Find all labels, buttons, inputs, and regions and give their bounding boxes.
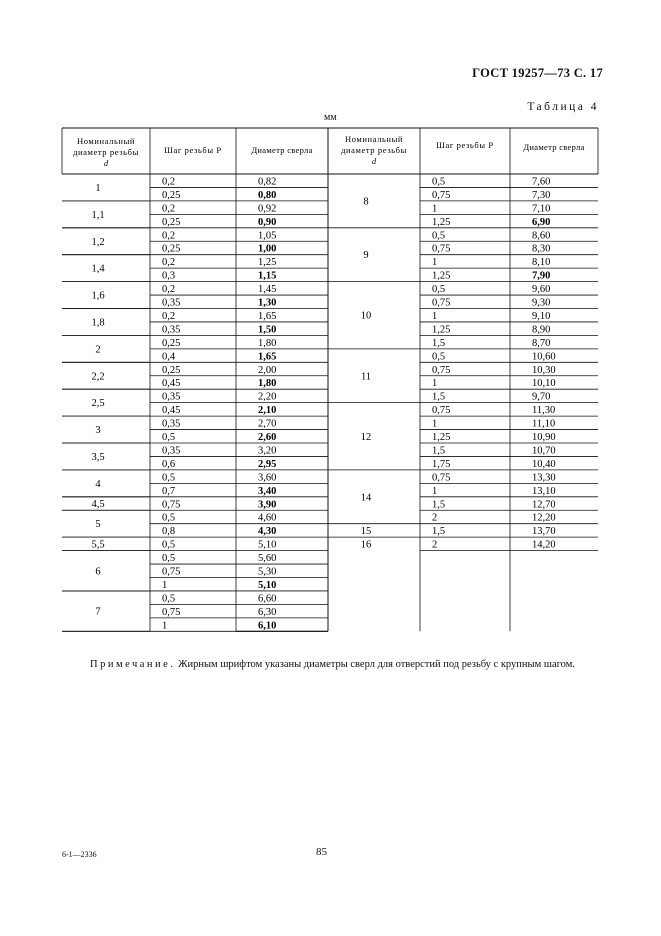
nominal-diameter-cell: 8 xyxy=(363,196,369,208)
pitch-cell: 1 xyxy=(432,418,438,430)
pitch-cell: 1,25 xyxy=(432,432,451,443)
drill-diameter-cell: 6,30 xyxy=(258,606,277,618)
header-pitch: Шаг резьбы P xyxy=(164,145,222,155)
drill-diameter-cell: 12,70 xyxy=(532,499,556,511)
pitch-cell: 1,75 xyxy=(432,458,451,470)
drill-diameter-cell: 11,10 xyxy=(532,418,556,430)
nominal-diameter-cell: 10 xyxy=(360,310,372,322)
drill-diameter-cell: 13,30 xyxy=(532,472,556,484)
drill-diameter-cell: 10,10 xyxy=(532,378,556,390)
nominal-diameter-cell: 9 xyxy=(363,250,369,262)
header-nominal-d: d xyxy=(371,156,377,166)
pitch-cell: 1,25 xyxy=(432,270,451,282)
nominal-diameter-cell: 2,5 xyxy=(91,398,105,410)
pitch-cell: 0,75 xyxy=(162,566,181,578)
nominal-diameter-cell: 1 xyxy=(95,182,101,194)
pitch-cell: 0,2 xyxy=(162,257,176,269)
drill-diameter-cell: 2,20 xyxy=(258,391,277,403)
drill-diameter-cell: 3,90 xyxy=(258,499,277,511)
drill-diameter-cell: 5,60 xyxy=(258,553,277,565)
drill-diameter-cell: 1,05 xyxy=(258,230,277,242)
nominal-diameter-cell: 16 xyxy=(360,539,372,551)
pitch-cell: 0,75 xyxy=(432,243,451,255)
pitch-cell: 0,25 xyxy=(162,189,181,201)
drill-diameter-cell: 8,30 xyxy=(532,243,551,255)
drill-diameter-cell: 5,30 xyxy=(258,566,277,578)
drill-diameter-cell: 5,10 xyxy=(258,579,277,591)
drill-diameter-cell: 2,95 xyxy=(258,458,277,470)
drill-diameter-cell: 8,60 xyxy=(532,230,551,242)
drill-diameter-cell: 1,30 xyxy=(258,297,277,309)
nominal-diameter-cell: 5 xyxy=(95,519,101,531)
nominal-diameter-cell: 1,6 xyxy=(91,290,105,302)
pitch-cell: 0,2 xyxy=(162,310,176,322)
pitch-cell: 0,45 xyxy=(162,378,181,390)
header-drill: Диаметр сверла xyxy=(523,142,585,152)
pitch-cell: 0,2 xyxy=(162,176,176,188)
nominal-diameter-cell: 5,5 xyxy=(91,539,105,551)
drill-diameter-cell: 9,30 xyxy=(532,297,551,309)
drill-diameter-cell: 6,10 xyxy=(258,620,277,632)
drill-diameter-cell: 0,90 xyxy=(258,216,277,228)
nominal-diameter-cell: 7 xyxy=(95,606,101,618)
pitch-cell: 0,2 xyxy=(162,203,176,215)
drill-diameter-cell: 4,60 xyxy=(258,512,277,524)
pitch-cell: 0,35 xyxy=(162,445,181,457)
pitch-cell: 0,2 xyxy=(162,284,176,296)
pitch-cell: 0,5 xyxy=(162,593,176,605)
pitch-cell: 0,75 xyxy=(162,499,181,511)
header-nominal: Номинальный xyxy=(344,134,404,144)
drill-diameter-cell: 5,10 xyxy=(258,539,277,551)
drill-diameter-cell: 4,30 xyxy=(258,526,277,538)
drill-diameter-cell: 11,30 xyxy=(532,405,556,417)
print-code: 6-1—2336 xyxy=(62,850,97,859)
drill-diameter-cell: 9,60 xyxy=(532,284,551,296)
pitch-cell: 1 xyxy=(432,203,438,215)
nominal-diameter-cell: 1,4 xyxy=(91,263,105,275)
pitch-cell: 0,5 xyxy=(432,284,446,296)
nominal-diameter-cell: 14 xyxy=(360,492,372,504)
drill-diameter-cell: 8,90 xyxy=(532,324,551,336)
note-label: Примечание. xyxy=(90,659,176,670)
header-drill: Диаметр сверла xyxy=(251,145,313,155)
pitch-cell: 0,35 xyxy=(162,324,181,336)
nominal-diameter-cell: 1,8 xyxy=(91,317,105,329)
drill-diameter-cell: 1,25 xyxy=(258,257,277,269)
drill-diameter-cell: 9,70 xyxy=(532,391,551,403)
drill-diameter-cell: 3,40 xyxy=(258,485,277,497)
pitch-cell: 0,5 xyxy=(162,432,176,443)
nominal-diameter-cell: 3,5 xyxy=(91,451,105,463)
drill-diameter-cell: 9,10 xyxy=(532,310,551,322)
page-number: 85 xyxy=(316,846,327,858)
nominal-diameter-cell: 2 xyxy=(95,344,101,356)
pitch-cell: 0,75 xyxy=(432,472,451,484)
pitch-cell: 1 xyxy=(432,257,438,269)
drill-diameter-cell: 7,30 xyxy=(532,189,551,201)
nominal-diameter-cell: 15 xyxy=(360,525,372,537)
pitch-cell: 0,7 xyxy=(162,485,176,497)
drill-diameter-cell: 1,65 xyxy=(258,310,277,322)
pitch-cell: 0,5 xyxy=(162,472,176,484)
drill-diameter-cell: 0,82 xyxy=(258,176,277,188)
pitch-cell: 1 xyxy=(432,485,438,497)
header-nominal: диаметр резьбы xyxy=(73,147,139,157)
nominal-diameter-cell: 4,5 xyxy=(91,499,105,511)
pitch-cell: 0,6 xyxy=(162,458,176,470)
drill-diameter-cell: 10,90 xyxy=(532,432,556,443)
pitch-cell: 1,5 xyxy=(432,445,446,457)
table-note xyxy=(62,657,610,672)
document-header: ГОСТ 19257—73 С. 17 xyxy=(472,66,603,80)
drill-diameter-cell: 12,20 xyxy=(532,512,556,524)
pitch-cell: 0,8 xyxy=(162,526,176,538)
pitch-cell: 0,5 xyxy=(432,176,446,188)
table-unit: мм xyxy=(324,112,337,123)
drill-diameter-cell: 13,70 xyxy=(532,526,556,538)
drill-diameter-cell: 2,60 xyxy=(258,432,277,443)
drill-diameter-cell: 7,60 xyxy=(532,176,551,188)
pitch-cell: 2 xyxy=(432,539,438,551)
drill-diameter-cell: 13,10 xyxy=(532,485,556,497)
pitch-cell: 1,25 xyxy=(432,216,451,228)
pitch-cell: 0,5 xyxy=(162,539,176,551)
pitch-cell: 1 xyxy=(162,579,168,591)
drill-diameter-cell: 6,60 xyxy=(258,593,277,605)
nominal-diameter-cell: 11 xyxy=(360,371,372,383)
drill-diameter-cell: 1,00 xyxy=(258,243,277,255)
pitch-cell: 0,25 xyxy=(162,364,181,376)
drill-diameter-cell: 3,60 xyxy=(258,472,277,484)
nominal-diameter-cell: 4 xyxy=(95,478,101,490)
drill-diameter-cell: 1,15 xyxy=(258,270,277,282)
drill-diameter-cell: 0,92 xyxy=(258,203,277,215)
pitch-cell: 0,5 xyxy=(432,351,446,363)
pitch-cell: 0,5 xyxy=(162,553,176,565)
header-nominal-d: d xyxy=(103,158,109,168)
pitch-cell: 0,35 xyxy=(162,391,181,403)
drill-diameter-cell: 10,40 xyxy=(532,458,556,470)
nominal-diameter-cell: 3 xyxy=(95,425,101,437)
drill-diameter-cell: 10,70 xyxy=(532,445,556,457)
pitch-cell: 1 xyxy=(432,378,438,390)
drill-diameter-cell: 1,50 xyxy=(258,324,277,336)
pitch-cell: 0,35 xyxy=(162,418,181,430)
header-nominal: Номинальный xyxy=(76,136,136,146)
pitch-cell: 0,5 xyxy=(432,230,446,242)
pitch-cell: 0,5 xyxy=(162,512,176,524)
drill-diameter-cell: 6,90 xyxy=(532,216,551,228)
pitch-cell: 0,35 xyxy=(162,297,181,309)
table-caption: Таблица 4 xyxy=(527,101,599,113)
drill-diameter-cell: 7,10 xyxy=(532,203,551,215)
pitch-cell: 0,2 xyxy=(162,230,176,242)
pitch-cell: 0,75 xyxy=(432,405,451,417)
drill-diameter-cell: 8,70 xyxy=(532,337,551,349)
pitch-cell: 1,5 xyxy=(432,526,446,538)
pitch-cell: 1,5 xyxy=(432,391,446,403)
drill-diameter-cell: 0,80 xyxy=(258,189,277,201)
drill-diameter-cell: 10,30 xyxy=(532,364,556,376)
pitch-cell: 1,25 xyxy=(432,324,451,336)
drill-diameter-cell: 1,45 xyxy=(258,284,277,296)
drill-diameter-cell: 2,00 xyxy=(258,364,277,376)
pitch-cell: 1,5 xyxy=(432,499,446,511)
pitch-cell: 0,45 xyxy=(162,405,181,417)
pitch-cell: 0,3 xyxy=(162,270,176,282)
nominal-diameter-cell: 2,2 xyxy=(91,371,105,383)
drill-diameter-cell: 1,65 xyxy=(258,351,277,363)
drill-diameter-cell: 2,70 xyxy=(258,418,277,430)
drill-diameter-cell: 1,80 xyxy=(258,378,277,390)
pitch-cell: 0,75 xyxy=(432,364,451,376)
drill-diameter-cell: 1,80 xyxy=(258,337,277,349)
pitch-cell: 0,25 xyxy=(162,216,181,228)
drill-diameter-cell: 7,90 xyxy=(532,270,551,282)
pitch-cell: 0,75 xyxy=(162,606,181,618)
pitch-cell: 1 xyxy=(432,310,438,322)
pitch-cell: 1,5 xyxy=(432,337,446,349)
pitch-cell: 2 xyxy=(432,512,438,524)
pitch-cell: 0,25 xyxy=(162,243,181,255)
note-text: Жирным шрифтом указаны диаметры сверл для отверстий под резьбу с крупным шагом. xyxy=(178,659,575,670)
drill-diameter-cell: 8,10 xyxy=(532,257,551,269)
pitch-cell: 0,75 xyxy=(432,297,451,309)
drill-diameter-cell: 2,10 xyxy=(258,405,277,417)
pitch-cell: 0,4 xyxy=(162,351,176,363)
pitch-cell: 0,75 xyxy=(432,189,451,201)
nominal-diameter-cell: 12 xyxy=(360,431,372,443)
drill-diameter-cell: 10,60 xyxy=(532,351,556,363)
drill-diameter-cell: 3,20 xyxy=(258,445,277,457)
nominal-diameter-cell: 1,2 xyxy=(91,236,105,248)
pitch-cell: 1 xyxy=(162,620,168,632)
nominal-diameter-cell: 6 xyxy=(95,566,101,578)
header-nominal: диаметр резьбы xyxy=(341,145,407,155)
nominal-diameter-cell: 1,1 xyxy=(91,209,105,221)
header-pitch: Шаг резьбы P xyxy=(436,140,494,150)
pitch-cell: 0,25 xyxy=(162,337,181,349)
drill-diameter-cell: 14,20 xyxy=(532,539,556,551)
